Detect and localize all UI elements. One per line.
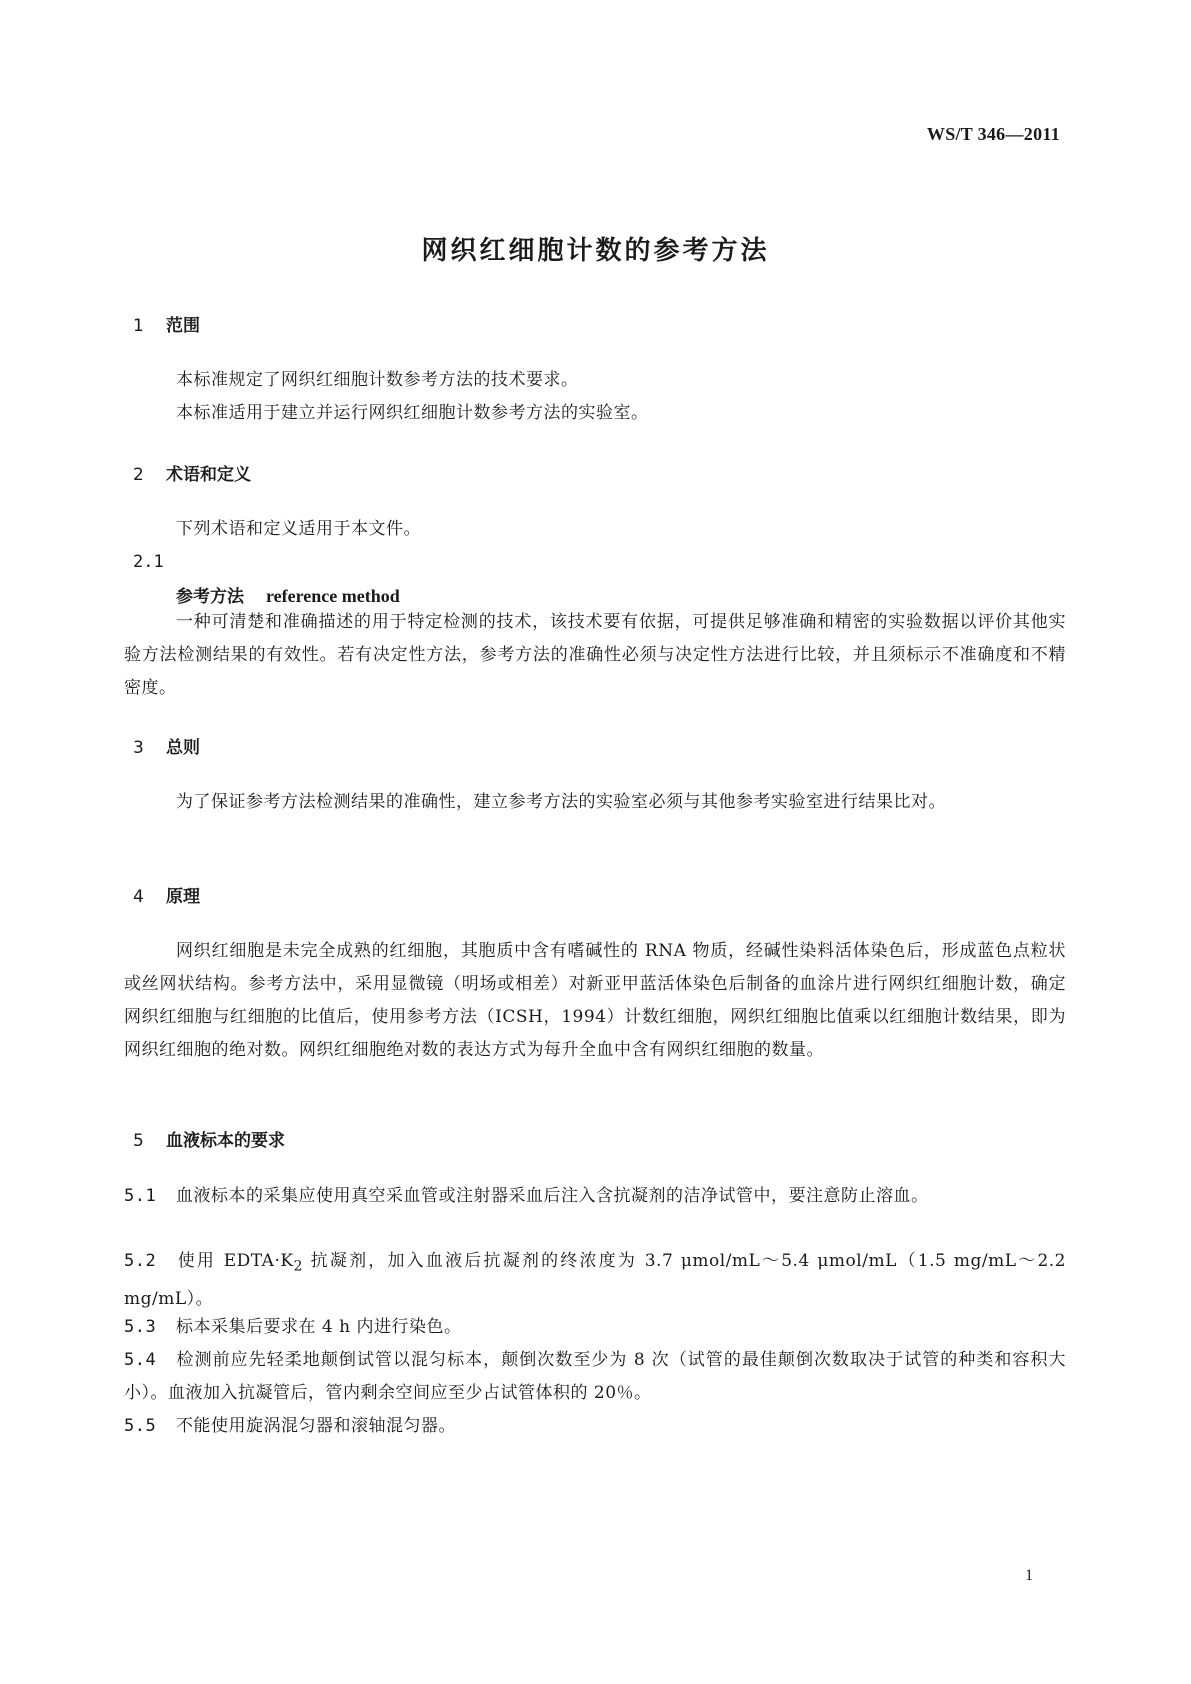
requirement-item [124, 1344, 1066, 1410]
term-english: reference method [266, 586, 400, 606]
section-number: 5 [133, 1131, 144, 1151]
section-number: 2 [133, 465, 144, 485]
section-title: 原理 [166, 887, 200, 907]
clause-number: 2.1 [133, 552, 164, 572]
section-title: 血液标本的要求 [166, 1131, 285, 1151]
item-number: 5.1 [124, 1186, 157, 1206]
document-title: 网织红细胞计数的参考方法 [421, 236, 770, 266]
item-text: 标本采集后要求在 4 h 内进行染色。 [176, 1317, 462, 1337]
item-text: 检测前应先轻柔地颠倒试管以混匀标本，颠倒次数至少为 8 次（试管的最佳颠倒次数取决于试管的种类和容积大小）。血液加入抗凝管后，管内剩余空间应至少占试管体积的 20％。 [124, 1350, 1066, 1403]
section-1-heading [133, 311, 200, 336]
section-number: 3 [133, 738, 144, 758]
section-3-heading [133, 733, 200, 758]
item-number: 5.4 [124, 1350, 157, 1370]
item-text: 使用 EDTA·K [176, 1251, 294, 1271]
section-title: 范围 [166, 316, 200, 336]
item-text: 血液标本的采集应使用真空采血管或注射器采血后注入含抗凝剂的洁净试管中，要注意防止溶血。 [176, 1186, 929, 1206]
item-number: 5.2 [124, 1251, 157, 1271]
scope-line-2: 本标准适用于建立并运行网织红细胞计数参考方法的实验室。 [176, 403, 649, 423]
standard-number: WS/T 346—2011 [926, 124, 1060, 144]
item-number: 5.3 [124, 1317, 157, 1337]
requirement-item [124, 1180, 1066, 1213]
terms-intro: 下列术语和定义适用于本文件。 [176, 519, 421, 539]
section-title: 总则 [166, 738, 200, 758]
section-title: 术语和定义 [166, 465, 251, 485]
requirement-item [124, 1311, 1066, 1344]
item-number: 5.5 [124, 1416, 157, 1436]
item-text: 不能使用旋涡混匀器和滚轴混匀器。 [176, 1416, 456, 1436]
principle-text: 网织红细胞是未完全成熟的红细胞，其胞质中含有嗜碱性的 RNA 物质，经碱性染料活体染色后，形成蓝色点粒状或丝网状结构。参考方法中，采用显微镜（明场或相差）对新亚甲蓝活体染色后制备的血涂片进行网织红细胞计数，确定网织红细胞与红细胞的比值后，使用参考方法（ICSH，1994）计数红细胞，网织红细胞比值乘以红细胞计数结果，即为网织红细胞的绝对数。网织红细胞绝对数的表达方式为每升全血中含有网织红细胞的数量。 [124, 941, 1066, 1060]
section-5-heading [133, 1126, 285, 1151]
section-4-heading [133, 882, 200, 907]
section-2-heading [133, 460, 251, 485]
page-number: 1 [1025, 1567, 1033, 1584]
term-definition: 一种可清楚和准确描述的用于特定检测的技术，该技术要有依据，可提供足够准确和精密的实验数据以评价其他实验方法检测结果的有效性。若有决定性方法，参考方法的准确性必须与决定性方法进行比较，并且须标示不准确度和不精密度。 [124, 612, 1066, 698]
scope-line-1: 本标准规定了网织红细胞计数参考方法的技术要求。 [176, 370, 579, 390]
term-chinese: 参考方法 [176, 587, 244, 607]
item-text: 抗凝剂，加入血液后抗凝剂的终浓度为 3.7 μmol/mL～5.4 μmol/mL（1.5 mg/mL～2.2 mg/mL）。 [124, 1251, 1066, 1310]
requirement-item [124, 1410, 1066, 1443]
item-subscript: 2 [293, 1258, 304, 1275]
term-heading [176, 582, 400, 607]
section-number: 4 [133, 887, 144, 907]
general-rule-text: 为了保证参考方法检测结果的准确性，建立参考方法的实验室必须与其他参考实验室进行结果比对。 [176, 792, 946, 812]
section-number: 1 [133, 316, 144, 336]
requirement-item [124, 1245, 1066, 1316]
